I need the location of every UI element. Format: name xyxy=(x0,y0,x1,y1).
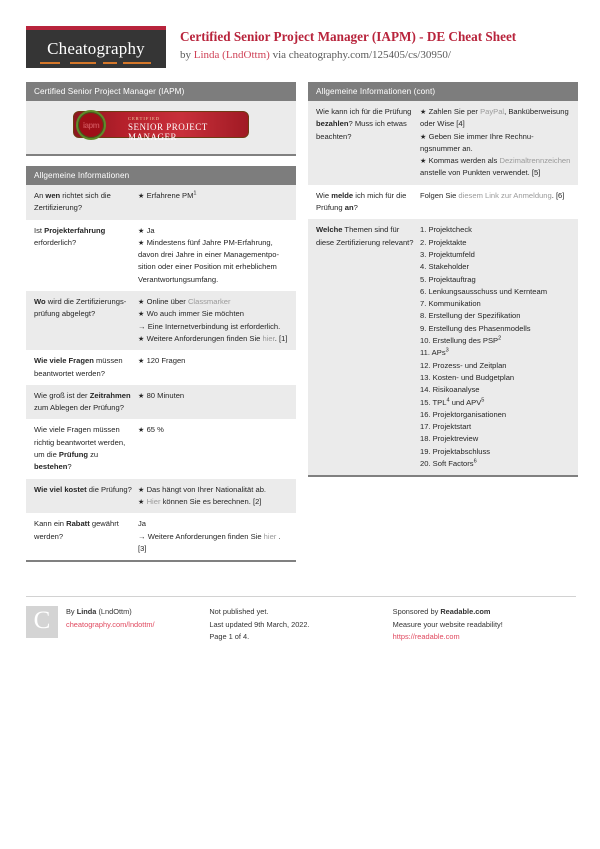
row-question: Wie kann ich für die Prüfung bezahlen? Muss ich etwas beachten? xyxy=(316,107,412,141)
block-certified-senior-pm xyxy=(26,82,296,156)
block-heading: Allgemeine Informationen xyxy=(26,166,296,185)
row-question: Ist Projekterfahrung erforderlich? xyxy=(34,225,106,247)
row-answer: ★ Das hängt von Ihrer Nationalität ab. ★ Hier können Sie es berechnen. [2] xyxy=(138,484,267,506)
sponsor-prefix: Sponsored by xyxy=(392,607,441,616)
iapm-badge-row xyxy=(26,101,296,154)
profile-link[interactable]: cheatography.com/lndottm/ xyxy=(66,619,155,629)
iapm-emblem-label: iapm xyxy=(82,121,100,130)
author-name: Linda xyxy=(76,607,97,616)
row-answer: ★ Ja ★ Mindestens fünf Jahre PM-Erfahrung, davon drei Jahre in einer Managementposition oder einer Position mit erheblichem Verantwortungsumfang. xyxy=(138,225,279,284)
block-heading: Certified Senior Project Manager (IAPM) xyxy=(26,82,296,101)
row-answer: 1. Projektcheck 2. Projektakte 3. Projektumfeld 4. Stakeholder 5. Projektauftrag 6. Lenkungsausschuss und Kernteam 7. Kommunikation 8. Erstellung der Spezifikation 9. Erstellung des Phasenmodells 10. Erstellung des PSP$^2$ 11. APs$^3$ 12. Prozess- und Zeitplan 13. Kosten- und Budgetplan 14. Risikoanalyse 15. TPL$^4$ und APV$^5$ 16. Projektorganisationen 17. Projektstart 18. Projektreview 19. Projektabschluss 20. Soft Factors$^6$ xyxy=(420,225,548,469)
row-question: Wie viel kostet die Prüfung? xyxy=(34,484,132,494)
table-row xyxy=(26,220,296,291)
author-handle: (LndOttm) xyxy=(96,607,132,616)
footer-author-column xyxy=(26,596,209,644)
content-columns xyxy=(0,68,600,572)
row-answer: Ja → Weitere Anforderungen finden Sie hier . [3] xyxy=(138,519,281,553)
author-info xyxy=(66,606,155,644)
sponsor-link[interactable]: https://readable.com xyxy=(392,632,460,642)
author-line xyxy=(66,606,155,619)
table-row xyxy=(26,350,296,385)
page-header xyxy=(0,0,600,68)
row-question: Wo wird die Zertifizierungsprüfung abgelegt? xyxy=(34,297,127,319)
table-row xyxy=(308,101,578,185)
sponsor-tagline: Measure your website readability! xyxy=(392,619,503,629)
by-label: By xyxy=(66,607,77,616)
table-row xyxy=(26,385,296,420)
table-row xyxy=(308,219,578,475)
byline-via: via xyxy=(269,48,289,61)
cheatography-logo-text: Cheatography xyxy=(47,39,145,58)
row-question: Wie groß ist der Zeitrahmen zum Ablegen der Prüfung? xyxy=(34,390,131,413)
iapm-certification-badge xyxy=(73,111,249,142)
badge-big-label: SENIOR PROJECT MANAGER xyxy=(128,122,208,142)
table-row xyxy=(26,513,296,560)
page-number: Page 1 of 4. xyxy=(209,632,250,642)
block-heading: Allgemeine Informationen (cont) xyxy=(308,82,578,101)
row-question: Wie melde ich mich für die Prüfung an? xyxy=(316,190,407,213)
block-body xyxy=(308,101,578,477)
logo-underline-accent xyxy=(123,62,151,64)
avatar-letter: C xyxy=(33,607,51,634)
byline-source-link[interactable]: cheatography.com/125405/cs/30950/ xyxy=(288,48,451,61)
status-info xyxy=(209,606,309,644)
byline-author[interactable]: Linda (LndOttm) xyxy=(193,48,270,61)
block-body xyxy=(26,101,296,156)
logo-underline-accent xyxy=(70,62,96,64)
table-row xyxy=(26,185,296,220)
sponsor-info xyxy=(393,606,503,644)
row-answer: ★ Erfahrene $PM^1$ xyxy=(138,190,197,200)
badge-text xyxy=(128,116,248,142)
last-updated: Last updated 9th March, 2022. xyxy=(209,619,310,629)
logo-underline-accent xyxy=(40,62,60,64)
table-row xyxy=(308,185,578,220)
table-row xyxy=(26,291,296,350)
page-title: Certified Senior Project Manager (IAPM) - DE Cheat Sheet xyxy=(180,29,517,44)
row-answer: ★ 65 % xyxy=(138,425,164,435)
title-block xyxy=(180,26,516,61)
badge-small-label: CERTIFIED xyxy=(128,116,161,121)
left-column xyxy=(26,82,296,572)
table-row xyxy=(26,479,296,514)
logo-underline-accent xyxy=(103,62,117,64)
publish-status: Not published yet. xyxy=(209,607,269,616)
block-allgemeine-informationen-cont xyxy=(308,82,578,477)
row-answer: ★ 120 Fragen xyxy=(138,356,186,366)
row-answer: ★ 80 Minuten xyxy=(138,390,185,400)
block-body xyxy=(26,185,296,562)
sponsor-line xyxy=(393,606,503,619)
row-question: Wie viele Fragen müssen richtig beantwortet werden, um die Prüfung zu bestehen? xyxy=(34,425,126,472)
byline-prefix: by xyxy=(180,48,194,61)
row-answer: ★ Zahlen Sie per PayPal, Banküberweisung oder Wise [4] ★ Geben Sie immer Ihre Rechnungsnummer an. ★ Kommas werden als Dezimaltrennzeichen anstelle von Punkten verwendet. [5] xyxy=(420,107,571,178)
block-allgemeine-informationen xyxy=(26,166,296,562)
row-question: Welche Themen sind für diese Zertifizierung relevant? xyxy=(316,225,414,247)
row-question: An wen richtet sich die Zertifizierung? xyxy=(34,191,111,213)
cheatography-logo[interactable] xyxy=(26,26,166,68)
row-answer: Folgen Sie diesem Link zur Anmeldung. [6] xyxy=(420,190,565,200)
sponsor-name[interactable]: Readable.com xyxy=(440,607,491,616)
right-column xyxy=(308,82,578,572)
row-question: Wie viele Fragen müssen beantwortet werden? xyxy=(34,356,123,378)
byline xyxy=(180,49,516,61)
footer-status-column xyxy=(209,596,392,644)
footer-sponsor-column xyxy=(393,596,576,644)
row-answer: ★ Online über Classmarker ★ Wo auch immer Sie möchten → Eine Internetverbindung ist erforderlich. ★ Weitere Anforderungen finden Sie hier. [1] xyxy=(138,297,288,343)
table-row xyxy=(26,419,296,478)
iapm-emblem-icon xyxy=(76,110,106,140)
avatar xyxy=(26,606,58,638)
page-footer xyxy=(26,596,576,644)
row-question: Kann ein Rabatt gewährt werden? xyxy=(34,519,119,541)
